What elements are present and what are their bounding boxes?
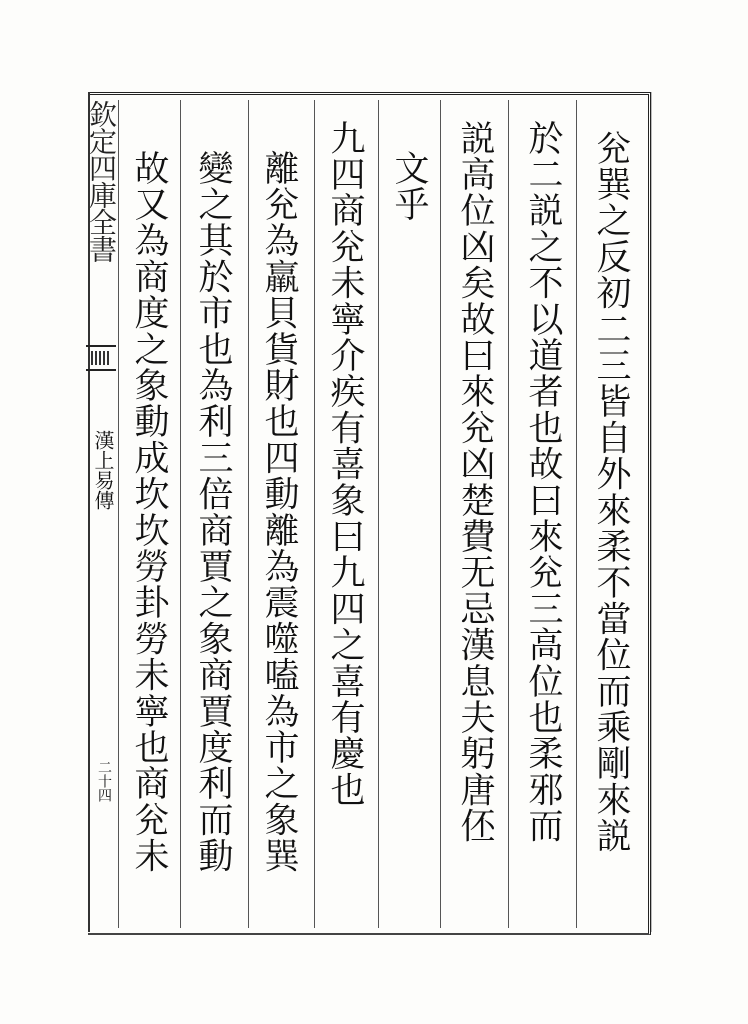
- page-border: [88, 92, 651, 935]
- text-column-1: 兊巽之反初二三皆自外來柔不當位而乘剛來説: [591, 130, 631, 854]
- text-column-7: 變之其於市也為利三倍商賈之象商賈度利而動: [193, 150, 233, 874]
- column-rule: [180, 100, 181, 928]
- page-number: 二十四: [96, 760, 112, 802]
- column-rule: [440, 100, 441, 928]
- column-rule: [576, 100, 577, 928]
- book-title: 漢上易傳: [91, 430, 115, 510]
- text-column-8: 故又為商度之象動成坎坎勞卦勞未寧也商兊未: [129, 150, 169, 874]
- text-column-3: 説高位凶矣故曰來兊凶楚費无忌漢息夫躬唐伾: [455, 120, 495, 844]
- text-column-5: 九四商兊未寧介疾有喜象曰九四之喜有慶也: [325, 120, 365, 808]
- column-rule: [118, 100, 119, 928]
- collection-title: 欽定四庫全書: [85, 100, 118, 262]
- text-column-6: 離兊為羸貝貨財也四動離為震噬嗑為市之象巽: [259, 150, 299, 874]
- column-rule: [508, 100, 509, 928]
- page-edge: [651, 92, 658, 932]
- text-column-4: 文乎: [389, 150, 429, 223]
- fishtail-mark: [86, 345, 116, 371]
- text-column-2: 於二説之不以道者也故曰來兊三高位也柔邪而: [523, 120, 563, 844]
- column-rule: [248, 100, 249, 928]
- column-rule: [378, 100, 379, 928]
- column-rule: [314, 100, 315, 928]
